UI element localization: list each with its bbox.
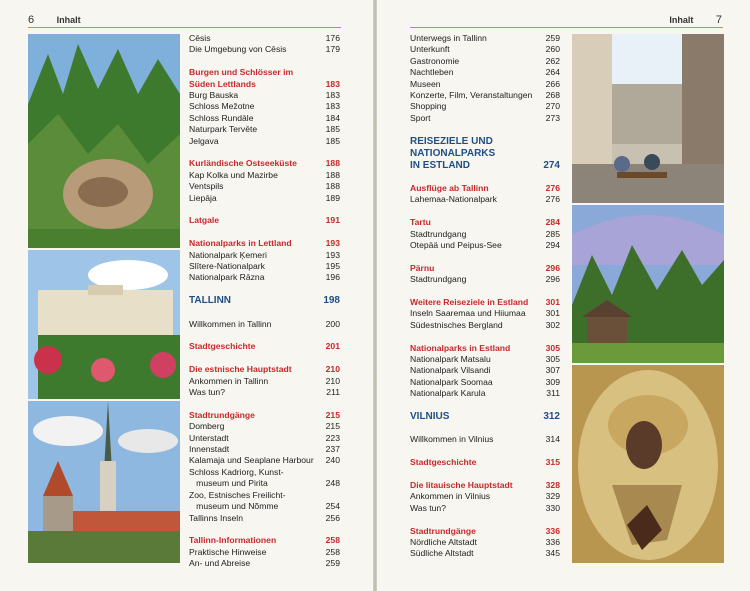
toc-entry-title: Jelgava [189,135,219,146]
toc-spacer [189,56,340,67]
toc-entry[interactable] [189,238,340,249]
toc-entry[interactable] [189,364,340,375]
right-page [377,0,750,591]
toc-entry-page: 296 [545,274,560,285]
toc-entry[interactable] [189,501,340,512]
toc-entry-title: Kurländische Ostseeküste [189,158,297,169]
toc-entry[interactable] [189,319,340,330]
toc-entry-page: 328 [545,480,560,491]
toc-entry-title: Nördliche Altstadt [410,537,477,548]
toc-entry-title: Tallinns Inseln [189,512,243,523]
toc-entry[interactable] [410,90,560,101]
toc-entry[interactable] [189,341,340,352]
toc-entry-title: Willkommen in Vilnius [410,434,494,445]
toc-entry-page: 285 [545,228,560,239]
left-toc [189,33,340,570]
toc-entry-title: Die Umgebung von Cēsis [189,44,287,55]
toc-entry-title: Burgen und Schlösser im [189,67,294,78]
toc-entry[interactable] [410,148,560,160]
toc-entry[interactable] [189,535,340,546]
toc-entry-page: 254 [325,501,340,512]
toc-entry-title: Sport [410,112,431,123]
toc-entry-page: 183 [325,101,340,112]
toc-entry-page: 270 [545,101,560,112]
toc-entry[interactable] [410,480,560,491]
toc-entry[interactable] [410,308,560,319]
toc-entry-title: NATIONALPARKS [410,147,496,159]
toc-entry[interactable] [410,548,560,559]
toc-entry-title: Zoo, Estnisches Freilicht- [189,489,286,500]
toc-entry-title: Stadtrundgang [410,274,467,285]
toc-entry[interactable] [189,113,340,124]
toc-entry[interactable] [410,44,560,55]
toc-entry-title: Burg Bauska [189,90,239,101]
toc-entry-page: 215 [325,421,340,432]
toc-entry-page: 183 [325,90,340,101]
toc-entry[interactable] [410,537,560,548]
toc-entry-title: Ankommen in Tallinn [189,375,269,386]
toc-spacer [410,469,560,480]
toc-entry-title: Die estnische Hauptstadt [189,364,292,375]
toc-entry-page: 185 [325,124,340,135]
toc-entry-title: Liepāja [189,192,217,203]
toc-entry[interactable] [410,263,560,274]
toc-entry-title: Lahemaa-Nationalpark [410,194,497,205]
toc-entry-page: 296 [545,262,560,273]
right-header-rule [410,27,723,28]
toc-spacer [189,284,340,295]
toc-entry[interactable] [189,376,340,387]
left-page-number: 6 [28,14,35,26]
toc-entry[interactable] [189,490,340,501]
toc-entry[interactable] [189,295,340,307]
toc-entry-page: 256 [325,512,340,523]
right-header [669,14,722,26]
toc-entry-page: 195 [325,261,340,272]
toc-entry-title: Unterkunft [410,44,450,55]
toc-entry[interactable] [189,421,340,432]
toc-spacer [410,514,560,525]
toc-entry-title: Slītere-Nationalpark [189,261,265,272]
toc-entry-title: Was tun? [410,502,446,513]
toc-entry-title: Was tun? [189,387,225,398]
toc-entry[interactable] [189,467,340,478]
toc-entry-title: Südestnisches Bergland [410,319,503,330]
toc-entry-title: Nationalpark Rāzna [189,272,265,283]
toc-entry-page: 211 [326,387,340,398]
toc-entry[interactable] [189,181,340,192]
right-toc [410,33,560,560]
toc-entry[interactable] [410,67,560,78]
toc-spacer [410,124,560,135]
toc-entry[interactable] [410,240,560,251]
toc-entry[interactable] [410,388,560,399]
toc-entry-page: 314 [545,434,560,445]
toc-entry-title: Tallinn-Informationen [189,535,277,546]
toc-spacer [410,286,560,297]
toc-spacer [189,353,340,364]
toc-spacer [410,206,560,217]
toc-entry[interactable] [189,136,340,147]
toc-entry-page: 301 [545,308,560,319]
toc-entry[interactable] [410,56,560,67]
toc-entry-title: Tartu [410,217,431,228]
toc-entry[interactable] [189,193,340,204]
toc-entry-title: Ankommen in Vilnius [410,491,491,502]
toc-entry-title: Ausflüge ab Tallinn [410,183,489,194]
toc-entry-title: Stadtrundgänge [410,525,476,536]
toc-entry[interactable] [189,250,340,261]
toc-entry-title: Nationalparks in Estland [410,342,511,353]
toc-entry-page: 188 [325,158,340,169]
toc-entry[interactable] [189,444,340,455]
toc-entry-title: Stadtgeschichte [189,341,256,352]
toc-entry[interactable] [410,297,560,308]
toc-entry[interactable] [410,526,560,537]
toc-entry-page: 184 [325,112,340,123]
toc-entry-page: 274 [543,159,560,171]
toc-entry[interactable] [189,90,340,101]
toc-entry-title: Domberg [189,421,225,432]
toc-entry[interactable] [410,354,560,365]
toc-entry-page: 200 [325,318,340,329]
toc-entry-page: 329 [545,491,560,502]
toc-spacer [189,147,340,158]
toc-spacer [189,398,340,409]
toc-entry-page: 259 [325,558,340,569]
toc-entry-page: 201 [325,341,340,352]
toc-entry-title: Südliche Altstadt [410,548,474,559]
toc-entry[interactable] [410,194,560,205]
toc-entry-page: 345 [545,548,560,559]
toc-entry-title: Ventspils [189,181,224,192]
toc-entry-page: 196 [325,272,340,283]
toc-entry-title: Unterwegs in Tallinn [410,33,487,43]
toc-entry[interactable] [189,44,340,55]
toc-entry-title: Innenstadt [189,444,230,455]
toc-entry-page: 248 [325,478,340,489]
toc-entry-page: 264 [545,67,560,78]
toc-entry-title: Schloss Kadriorg, Kunst- [189,466,284,477]
toc-entry[interactable] [189,455,340,466]
toc-entry-page: 237 [325,444,340,455]
toc-entry-title: TALLINN [189,295,232,307]
madonna-icon-photo [572,365,724,563]
toc-entry-title: Stadtrundgänge [189,409,255,420]
toc-entry-title: Shopping [410,101,447,112]
toc-entry-title: Naturpark Tervēte [189,124,258,135]
toc-entry[interactable] [410,274,560,285]
toc-entry-page: 193 [325,249,340,260]
toc-entry-page: 240 [325,455,340,466]
toc-entry-title: VILNIUS [410,411,450,423]
toc-entry-page: 188 [325,169,340,180]
toc-entry[interactable] [410,229,560,240]
toc-entry-page: 262 [545,55,560,66]
toc-entry-page: 284 [545,217,560,228]
toc-entry-page: 301 [545,297,560,308]
toc-entry-page: 276 [545,183,560,194]
toc-spacer [189,524,340,535]
right-header-title: Inhalt [669,15,694,25]
toc-entry-title: Kalamaja und Seaplane Harbour [189,455,314,466]
toc-entry-page: 258 [325,535,340,546]
toc-entry-page: 307 [545,365,560,376]
toc-spacer [189,330,340,341]
toc-entry[interactable] [189,478,340,489]
toc-entry-page: 179 [325,44,340,55]
toc-entry[interactable] [410,343,560,354]
toc-entry[interactable] [189,558,340,569]
toc-entry-page: 268 [545,90,560,101]
toc-entry-title: Inseln Saaremaa und Hiiumaa [410,308,526,319]
toc-entry-title: Süden Lettlands [189,78,256,89]
toc-spacer [410,446,560,457]
toc-entry-title: Otepää und Peipus-See [410,240,502,251]
toc-entry-title: Cēsis [189,33,211,43]
toc-entry[interactable] [189,272,340,283]
toc-entry-page: 259 [545,33,560,43]
forest-cliff-photo [28,34,180,248]
toc-entry-title: Schloss Mežotne [189,101,255,112]
toc-spacer [189,204,340,215]
right-page-number: 7 [715,14,722,26]
toc-entry-page: 305 [545,354,560,365]
toc-entry[interactable] [410,434,560,445]
toc-entry-title: Nationalpark Soomaa [410,376,493,387]
toc-entry-title: Stadtgeschichte [410,457,477,468]
toc-entry[interactable] [410,457,560,468]
toc-entry-page: 198 [323,295,340,307]
toc-entry-page: 276 [545,194,560,205]
toc-entry-page: 273 [545,112,560,123]
toc-entry-title: Nachtleben [410,67,454,78]
toc-entry-page: 336 [545,525,560,536]
toc-entry-title: Nationalpark Ķemeri [189,249,267,260]
toc-spacer [189,307,340,318]
toc-entry[interactable] [410,217,560,228]
toc-entry-page: 185 [325,135,340,146]
toc-entry[interactable] [410,160,560,172]
toc-entry-page: 223 [325,432,340,443]
toc-entry-page: 312 [543,411,560,423]
toc-entry-title: Konzerte, Film, Veranstaltungen [410,90,533,101]
toc-spacer [410,331,560,342]
toc-entry-title: Stadtrundgang [410,228,467,239]
toc-entry-page: 336 [545,537,560,548]
toc-spacer [410,172,560,183]
toc-entry-page: 260 [545,44,560,55]
toc-entry-title: Die litauische Hauptstadt [410,480,513,491]
toc-entry[interactable] [189,410,340,421]
toc-entry[interactable] [410,365,560,376]
toc-entry-title: REISEZIELE UND [410,135,493,147]
tallinn-towers-photo [28,401,180,563]
toc-entry-title: An- und Abreise [189,558,251,569]
toc-entry[interactable] [189,101,340,112]
toc-entry-title: Nationalpark Matsalu [410,354,491,365]
toc-entry-title: Kap Kolka und Mazirbe [189,169,278,180]
toc-entry-title: museum und Pirita [189,478,268,489]
toc-entry-page: 215 [325,409,340,420]
left-header [28,14,81,26]
toc-entry-title: Latgale [189,215,220,226]
left-header-rule [28,27,341,28]
toc-entry[interactable] [410,33,560,44]
toc-entry-page: 302 [545,319,560,330]
toc-entry-title: Praktische Hinweise [189,546,267,557]
street-cafe-photo [572,34,724,203]
toc-entry[interactable] [410,411,560,423]
toc-entry-page: 189 [325,192,340,203]
toc-entry[interactable] [189,33,340,44]
toc-entry-title: museum und Nõmme [189,501,279,512]
toc-entry[interactable] [410,503,560,514]
toc-entry-page: 191 [325,215,340,226]
toc-entry-page: 266 [545,78,560,89]
toc-entry-page: 294 [545,240,560,251]
toc-entry-page: 258 [325,546,340,557]
toc-entry-title: Weitere Reiseziele in Estland [410,297,529,308]
toc-entry-page: 176 [325,33,340,43]
palace-garden-photo [28,250,180,399]
toc-entry[interactable] [189,547,340,558]
toc-entry-page: 210 [325,375,340,386]
toc-entry[interactable] [189,158,340,169]
left-page [0,0,373,591]
toc-spacer [410,423,560,434]
toc-entry-page: 315 [545,457,560,468]
toc-entry-title: Schloss Rundāle [189,112,254,123]
toc-entry[interactable] [189,433,340,444]
toc-entry[interactable] [410,79,560,90]
toc-entry[interactable] [189,124,340,135]
toc-entry-page: 311 [546,388,560,399]
toc-entry[interactable] [189,170,340,181]
toc-entry[interactable] [410,491,560,502]
toc-entry-page: 210 [325,364,340,375]
toc-entry-title: Unterstadt [189,432,229,443]
toc-entry-title: Gastronomie [410,55,460,66]
toc-entry-title: IN ESTLAND [410,159,470,171]
toc-spacer [410,251,560,262]
toc-spacer [189,227,340,238]
wooden-hut-photo [572,205,724,363]
toc-entry-title: Nationalpark Karula [410,388,486,399]
toc-entry[interactable] [189,513,340,524]
toc-entry-page: 309 [545,376,560,387]
toc-entry[interactable] [189,261,340,272]
toc-entry-page: 305 [545,342,560,353]
toc-entry[interactable] [189,387,340,398]
toc-entry-title: Pärnu [410,262,435,273]
toc-spacer [410,400,560,411]
toc-entry-title: Willkommen in Tallinn [189,318,272,329]
toc-entry[interactable] [189,67,340,78]
toc-entry-page: 193 [325,238,340,249]
toc-entry[interactable] [410,101,560,112]
toc-entry[interactable] [410,377,560,388]
toc-entry[interactable] [189,215,340,226]
toc-entry[interactable] [410,113,560,124]
toc-entry-title: Nationalpark Vilsandi [410,365,491,376]
toc-entry-page: 183 [325,78,340,89]
toc-entry[interactable] [410,136,560,148]
toc-entry-title: Nationalparks in Lettland [189,238,292,249]
toc-entry-title: Museen [410,78,441,89]
toc-entry-page: 188 [325,181,340,192]
toc-entry[interactable] [189,79,340,90]
toc-entry[interactable] [410,320,560,331]
left-header-title: Inhalt [56,15,81,25]
toc-entry[interactable] [410,183,560,194]
toc-entry-page: 330 [545,502,560,513]
